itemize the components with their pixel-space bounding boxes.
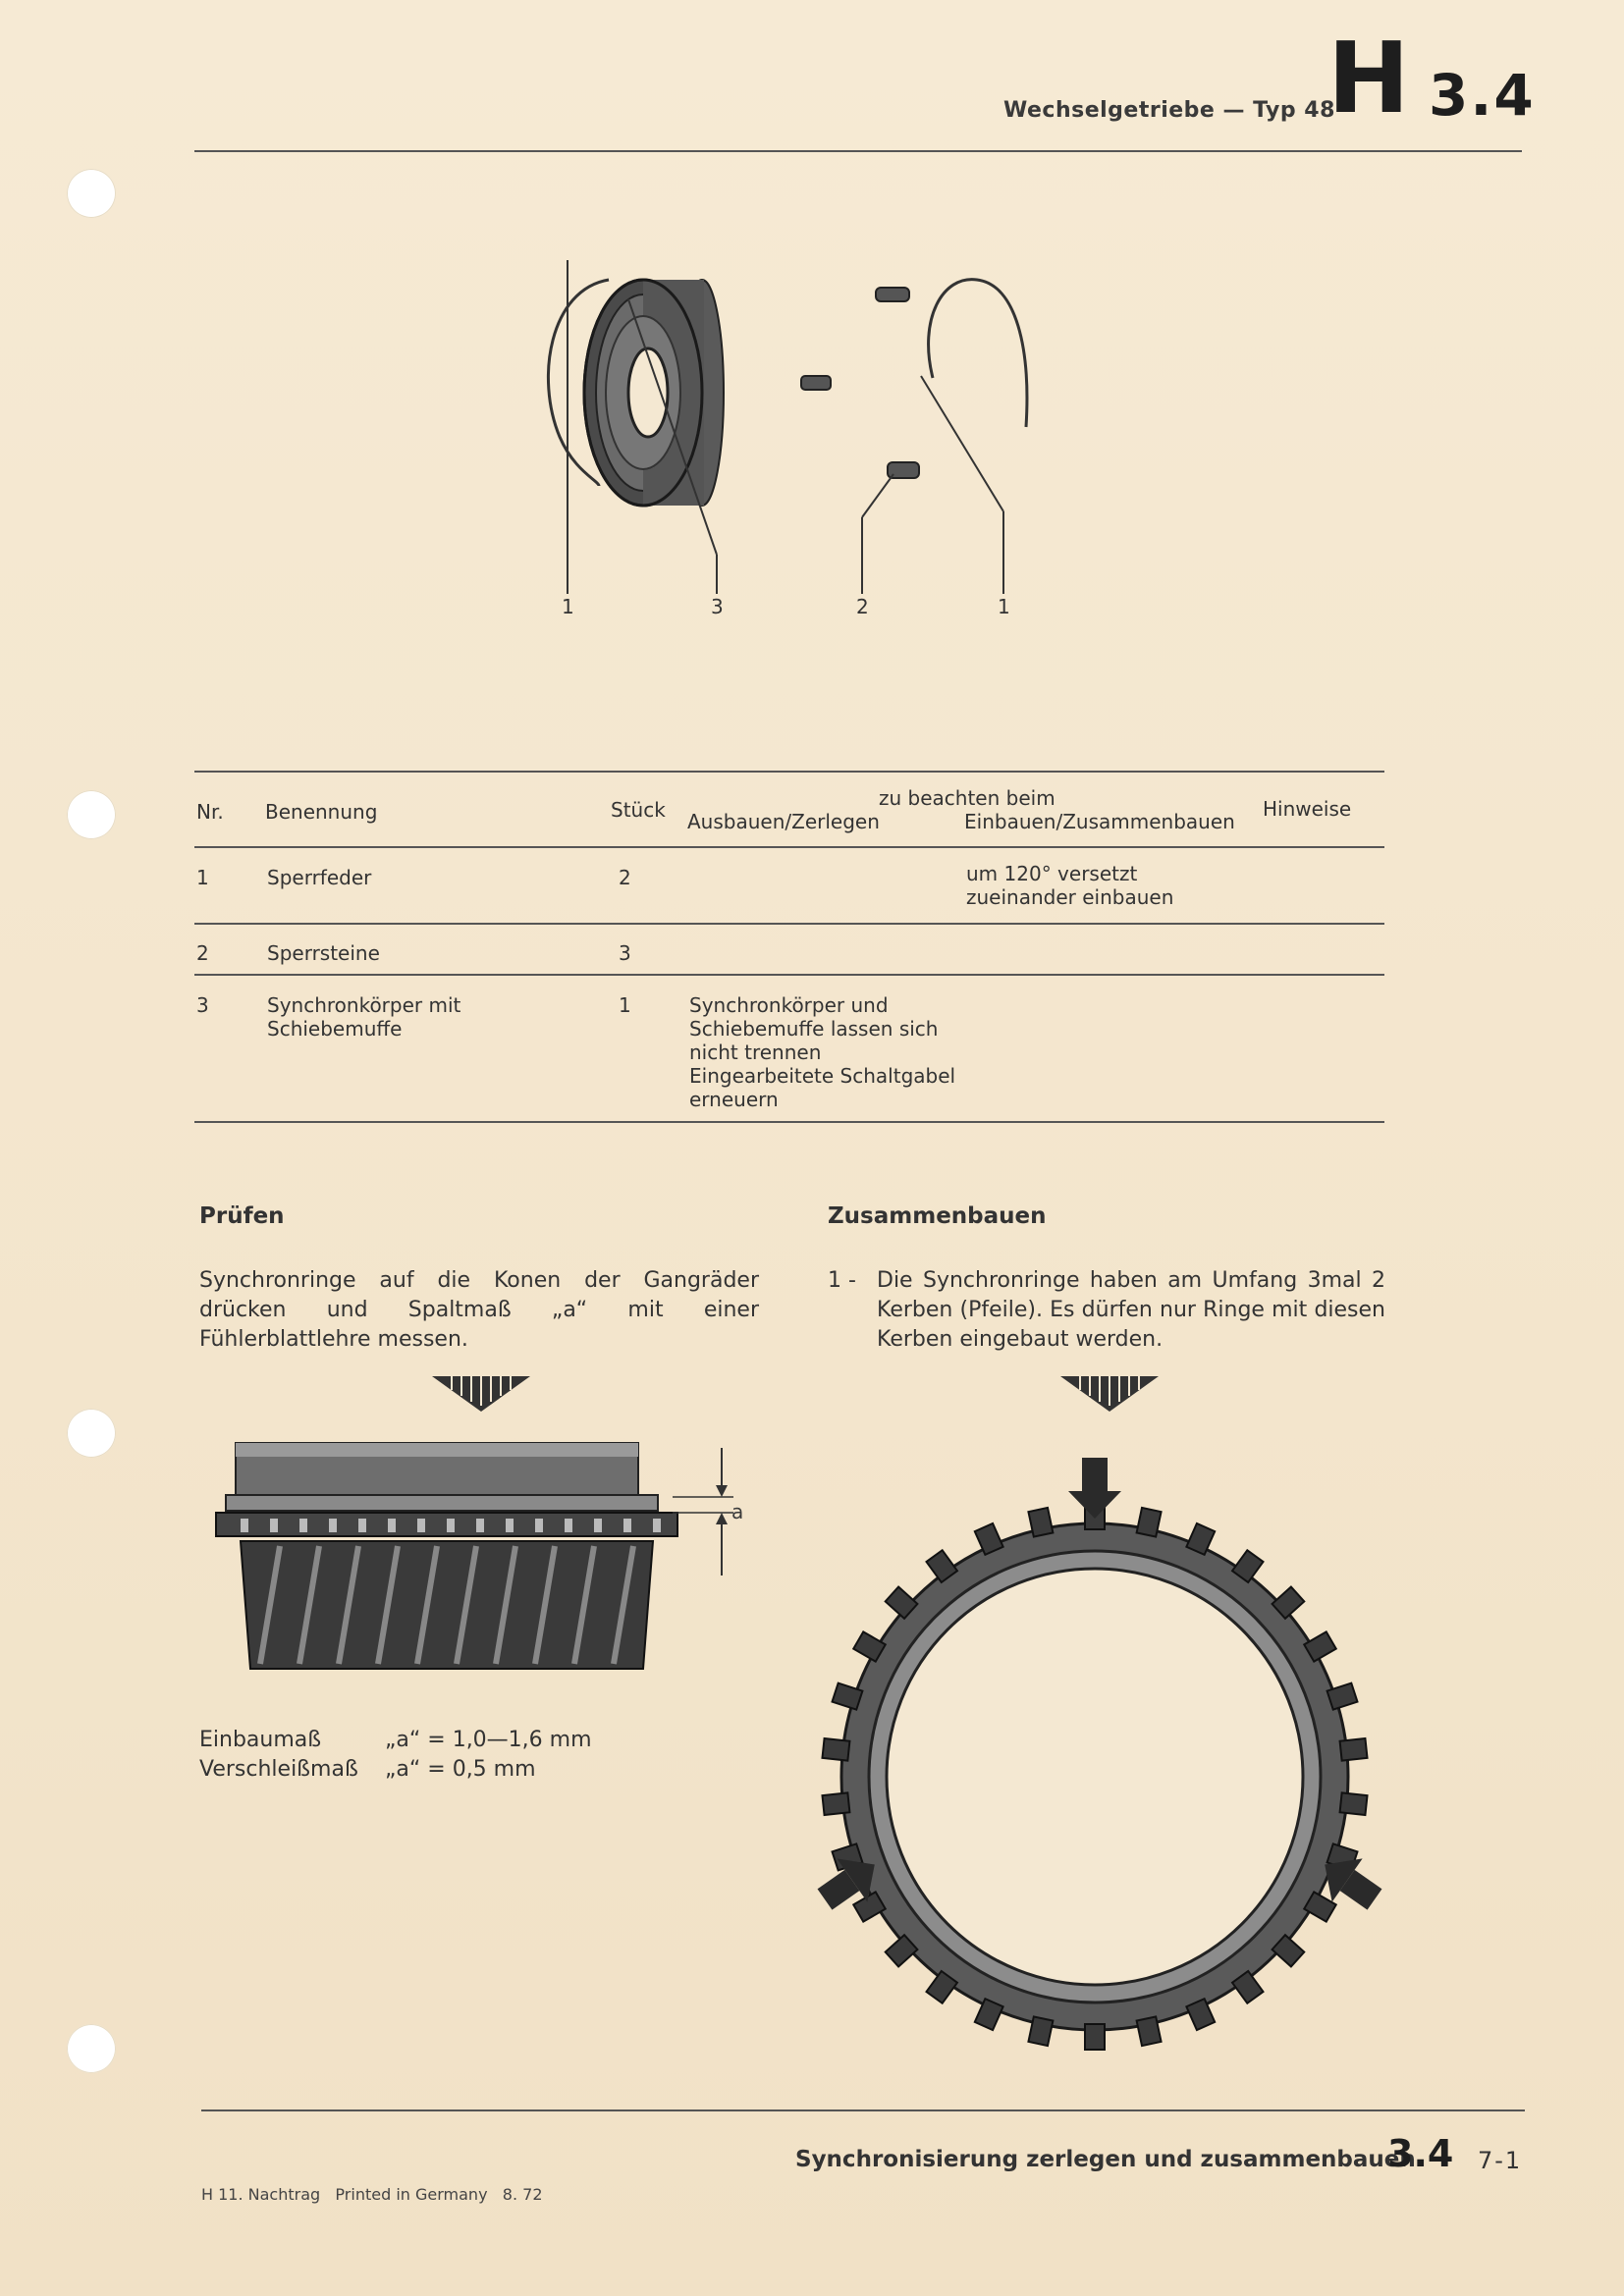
lock-block-middle [801, 376, 831, 390]
callout-3: 3 [711, 595, 724, 618]
row-1-stueck: 2 [619, 866, 631, 889]
zusammenbauen-item-number: 1 - [828, 1268, 856, 1293]
footer-page-number: 7-1 [1478, 2147, 1523, 2174]
callout-1-right: 1 [998, 595, 1010, 618]
section-letter: H [1327, 21, 1410, 135]
footer-rule [201, 2109, 1525, 2111]
footer-section-number: 3.4 [1387, 2132, 1454, 2175]
splined-bore [628, 348, 668, 437]
row-2-benennung: Sperrsteine [267, 941, 380, 965]
footer-title: Synchronisierung zerlegen und zusammenbauen [795, 2147, 1416, 2172]
row-1-einbauen: um 120° versetzt zueinander einbauen [966, 862, 1174, 909]
row-1-benennung: Sperrfeder [267, 866, 372, 889]
col-header-zu-beachten: zu beachten beim [879, 786, 1056, 810]
callout-2: 2 [856, 595, 869, 618]
table-bottom-rule [194, 1121, 1384, 1123]
footer-edition-note: H 11. Nachtrag Printed in Germany 8. 72 [201, 2185, 543, 2204]
col-header-einbauen: Einbauen/Zusammenbauen [964, 810, 1235, 833]
row-3-ausbauen: Synchronkörper und Schiebemuffe lassen sich nicht trennen Eingearbeitete Schaltgabel erneuern [689, 993, 956, 1111]
notch-arrow-top [1068, 1458, 1121, 1519]
row-3-stueck: 1 [619, 993, 631, 1017]
callout-1-left: 1 [562, 595, 574, 618]
verschleiss-value: „a“ = 0,5 mm [385, 1757, 536, 1782]
row-2-stueck: 3 [619, 941, 631, 965]
pruefen-heading: Prüfen [199, 1203, 285, 1229]
exploded-synchronizer-figure [530, 260, 1060, 614]
synchro-ring [226, 1495, 658, 1511]
gear-with-synchro-ring [211, 1438, 761, 1674]
punch-hole-bottom [67, 2024, 116, 2073]
synchro-ring-figure [805, 1448, 1394, 2037]
zusammenbauen-text: Die Synchronringe haben am Umfang 3mal 2 Kerben (Pfeile). Es dürfen nur Ringe mit diesen Kerben eingebaut werden. [877, 1268, 1385, 1352]
lock-spring-right [929, 280, 1027, 427]
row-3-nr: 3 [196, 993, 209, 1017]
table-top-rule [194, 771, 1384, 773]
col-header-nr: Nr. [196, 800, 224, 824]
einbau-value: „a“ = 1,0—1,6 mm [385, 1728, 592, 1752]
lock-block-top [876, 288, 909, 301]
pruefen-text: Synchronringe auf die Konen der Gangräder drücken und Spaltmaß „a“ mit einer Fühlerblattlehre messen. [199, 1268, 759, 1352]
table-row-2-rule [194, 974, 1384, 976]
header-rule [194, 150, 1522, 152]
table-header-rule [194, 846, 1384, 848]
down-arrow-marker-left [432, 1376, 530, 1412]
row-3-benennung: Synchronkörper mit Schiebemuffe [267, 993, 461, 1041]
table-row-1-rule [194, 923, 1384, 925]
punch-hole-lower-middle [67, 1409, 116, 1458]
section-number: 3.4 [1429, 62, 1536, 129]
chapter-title: Wechselgetriebe — Typ 48 [1003, 98, 1335, 123]
verschleiss-label: Verschleißmaß [199, 1757, 358, 1782]
col-header-ausbauen: Ausbauen/Zerlegen [687, 810, 880, 833]
down-arrow-marker-right [1060, 1376, 1159, 1412]
col-header-stueck: Stück [611, 798, 666, 822]
einbau-label: Einbaumaß [199, 1728, 322, 1752]
punch-hole-upper-middle [67, 790, 116, 839]
gap-label-a: a [731, 1500, 744, 1523]
zusammenbauen-heading: Zusammenbauen [828, 1203, 1047, 1229]
row-2-nr: 2 [196, 941, 209, 965]
row-1-nr: 1 [196, 866, 209, 889]
col-header-benennung: Benennung [265, 800, 378, 824]
col-header-hinweise: Hinweise [1263, 797, 1352, 821]
punch-hole-top [67, 169, 116, 218]
